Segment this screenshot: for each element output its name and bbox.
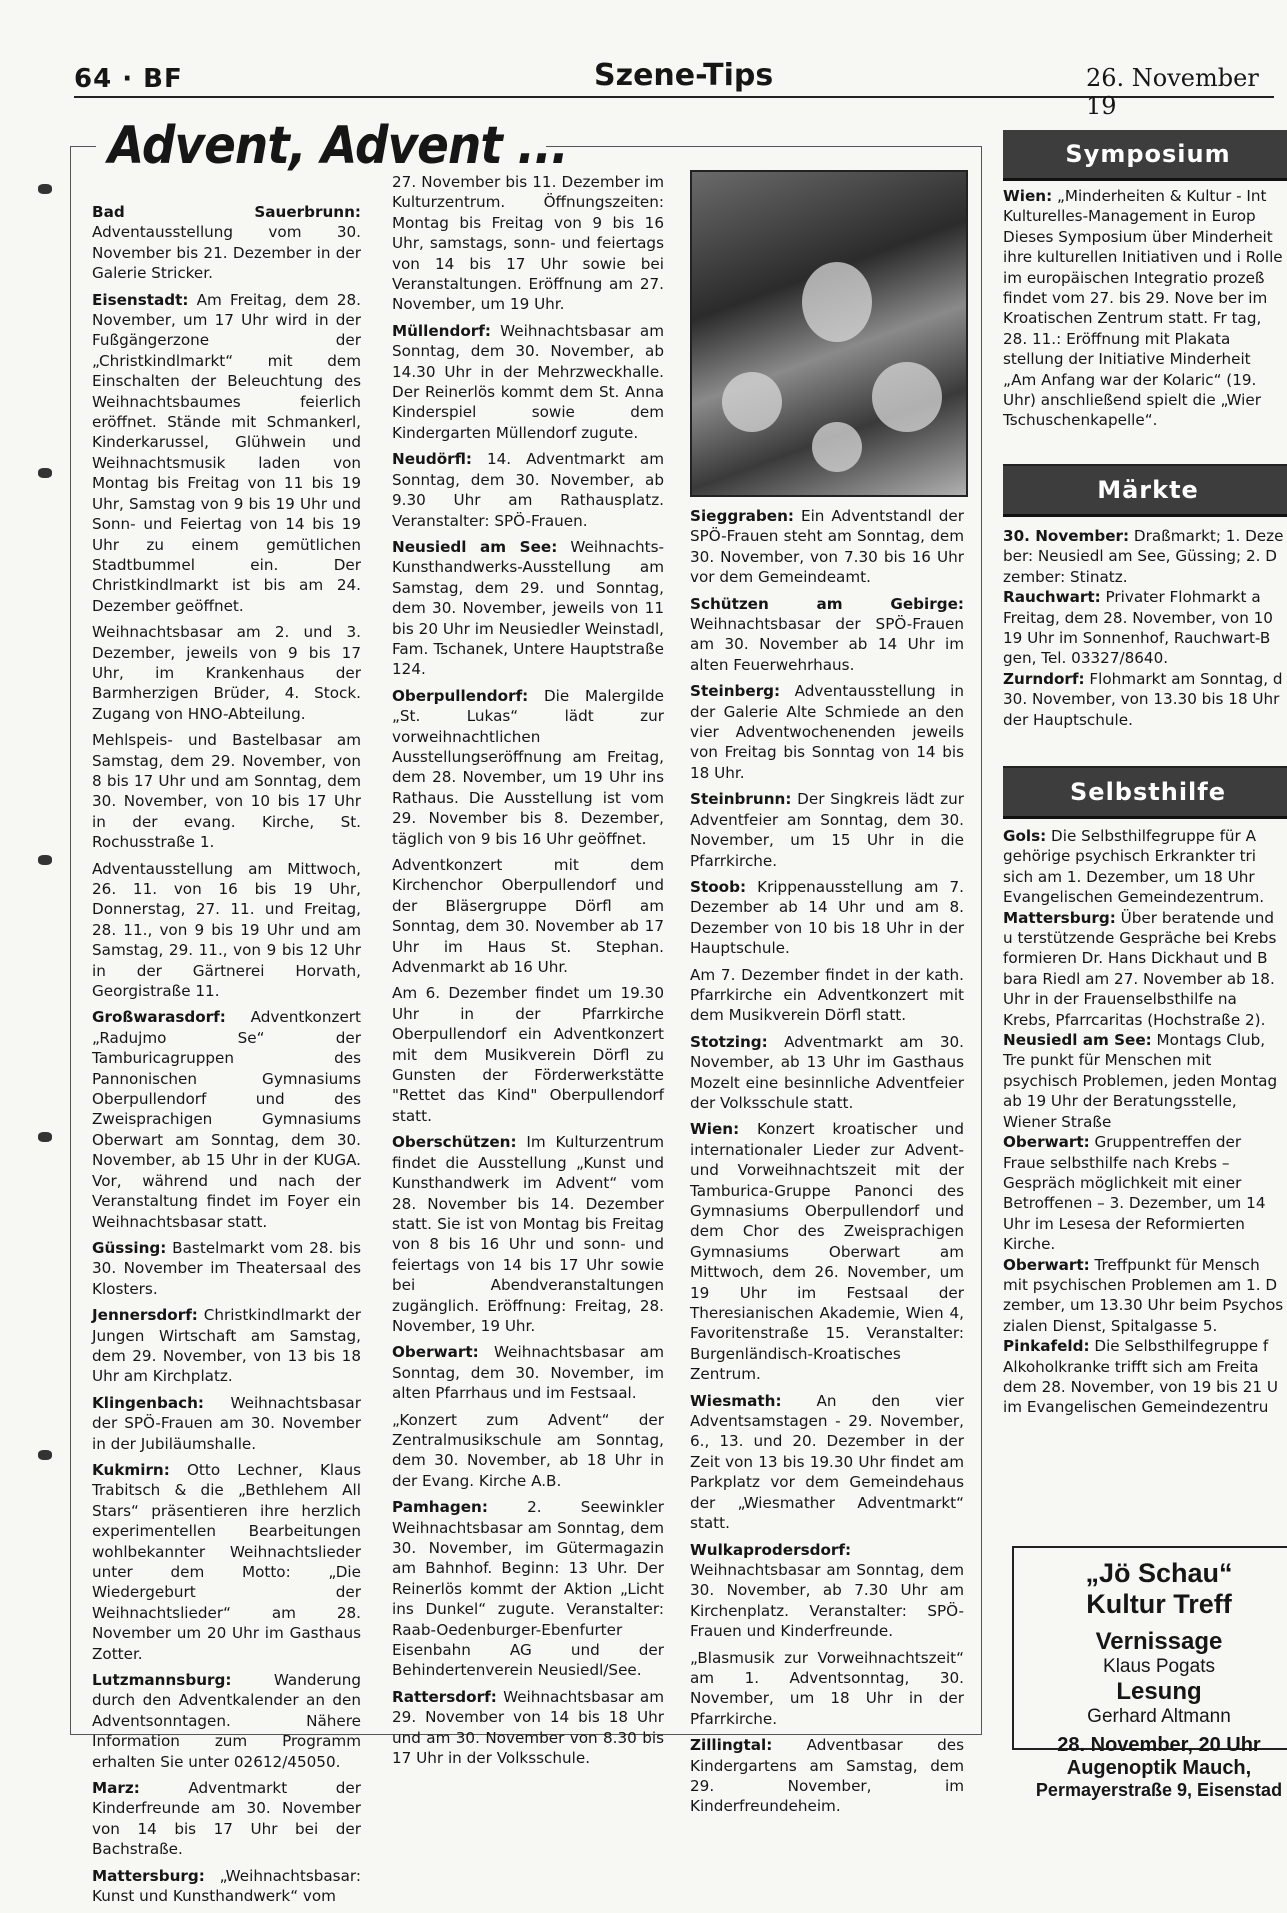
entry-place: Lutzmannsburg: xyxy=(92,1671,232,1690)
entry-text: Im Kulturzentrum findet die Ausstellung „Kunst und Kunsthandwerk im Advent“ vom 28. November bis 14. Dezember statt. Sie ist von Montag bis Freitag von 8 bis 16 Uhr und sonn- und feiertags von 14 bis 17 Uhr sowie bei Abendveranstaltungen zugänglich. Eröffnung: Freitag, 28. November, 19 Uhr. xyxy=(392,1133,664,1335)
entry-place: Großwarasdorf: xyxy=(92,1008,226,1027)
entry-text: Adventmarkt am 30. November, ab 13 Uhr im Gasthaus Mozelt eine besinnliche Adventfeier der Volksschule statt. xyxy=(690,1032,964,1112)
entry-place: Zillingtal: xyxy=(690,1736,773,1755)
entry-text: Weihnachtsbasar am 29. November von 14 bis 18 Uhr und am 30. November von 8.30 bis 17 Uhr in der Volksschule. xyxy=(392,1687,664,1768)
kultur-treff-ad xyxy=(1012,1546,1287,1800)
entry-paragraph xyxy=(92,1007,361,1231)
entry-paragraph xyxy=(392,1132,664,1336)
entry-paragraph xyxy=(1003,1336,1287,1418)
entry-place: Pamhagen: xyxy=(392,1498,488,1517)
entry-paragraph xyxy=(392,1497,664,1681)
binding-mark xyxy=(38,184,52,194)
entry-text: Konzert kroatischer und internationaler Lieder zur Advent- und Vorweihnachtszeit mit der Tamburica-Gruppe Panonci des Gymnasiums Oberpullendorf und dem Chor des Zweisprachigen Gymnasiums Oberwart am Mittwoch, dem 26. November, um 19 Uhr im Festsaal der Theresianischen Akademie, Wien 4, Favoritenstraße 15. Veranstalter: Burgenländisch-Kroatisches Zentrum. xyxy=(690,1120,964,1384)
entry-place: Mattersburg: xyxy=(1003,908,1116,927)
entry-text: Weihnachtsbasar am Sonntag, dem 30. November, ab 7.30 Uhr am Kirchenplatz. Veranstalter: SPÖ-Frauen und Kinderfreunde. xyxy=(690,1560,964,1641)
entry-text: 2. Seewinkler Weihnachtsbasar am Sonntag, dem 30. November, im Gütermagazin am Bahnhof. Beginn: 13 Uhr. Der Reinerlös kommt der Aktion „Licht ins Dunkel“ zugute. Veranstalter: Raab-Oedenburger-Ebenfurter Eisenbahn AG und der Behindertenverein Neusiedl/See. xyxy=(392,1498,664,1680)
entry-text: Krippenausstellung am 7. Dezember ab 14 Uhr und am 8. Dezember von 10 bis 18 Uhr in der Hauptschule. xyxy=(690,877,964,958)
entry-text: Adventkonzert „Radujmo Se“ der Tamburicagruppen des Pannonischen Gymnasiums Oberpullendorf und des Zweisprachigen Gymnasiums Oberwart am Sonntag, dem 30. November, ab 15 Uhr in der KUGA. Vor, während und nach der Veranstaltung findet im Foyer ein Weihnachtsbasar statt. xyxy=(92,1008,361,1231)
selbsthilfe-list xyxy=(1003,826,1287,1418)
entry-place: Mattersburg: xyxy=(92,1866,205,1885)
entry-text: „Weihnachtsbasar: Kunst und Kunsthandwerk“ vom xyxy=(92,1866,361,1906)
entry-place: Oberschützen: xyxy=(392,1133,517,1152)
entry-paragraph xyxy=(392,1410,664,1492)
entry-text: Am 6. Dezember findet um 19.30 Uhr in der Pfarrkirche Oberpullendorf ein Adventkonzert mit dem Musikverein Dörfl zu Gunsten der Förderwerkstätte "Rettet das Kind" Oberpullendorf statt. xyxy=(392,984,664,1125)
binding-mark xyxy=(38,855,52,865)
entry-paragraph xyxy=(92,1305,361,1387)
entry-paragraph xyxy=(392,321,664,443)
entry-paragraph xyxy=(392,1342,664,1403)
entry-place: Oberpullendorf: xyxy=(392,686,529,705)
entry-text: Weihnachtsbasar am Sonntag, dem 30. November, ab 14.30 Uhr in der Mehrzweckhalle. Der Reinerlös kommt dem St. Anna Kinderspiel sowie dem Kindergarten Müllendorf zugute. xyxy=(392,321,664,442)
entry-paragraph xyxy=(1003,826,1287,908)
entry-text: Am Freitag, dem 28. November, um 17 Uhr wird in der Fußgängerzone der „Christkindlmarkt“ mit dem Einschalten der Beleuchtung des Weihnachtsbaumes feierlich eröffnet. Stände mit Schmankerl, Kinderkarussel, Glühwein und Weihnachtsmusik laden von Montag bis Freitag von 11 bis 19 Uhr, Samstag von 9 bis 19 Uhr und Sonn- und Feiertag von 14 bis 19 Uhr zu einem gemütlichen Stadtbummel ein. Der Christkindlmarkt ist bis am 24. Dezember geöffnet. xyxy=(92,290,361,615)
entry-text: 14. Adventmarkt am Sonntag, dem 30. November, ab 9.30 Uhr am Rathausplatz. Veranstalter: SPÖ-Frauen. xyxy=(392,450,664,530)
entry-place: 30. November: xyxy=(1003,527,1130,545)
entry-text: Weihnachtsbasar der SPÖ-Frauen am 30. November in der Jubiläumshalle. xyxy=(92,1393,361,1453)
entry-text: Flohmarkt am Sonntag, d 30. November, von 13.30 bis 18 Uhr der Hauptschule. xyxy=(1003,669,1283,729)
entry-text: Adventmarkt der Kinderfreunde am 30. November von 14 bis 17 Uhr bei der Bachstraße. xyxy=(92,1779,361,1859)
entry-place: Wulkaprodersdorf: xyxy=(690,1540,852,1559)
entry-paragraph xyxy=(92,1778,361,1860)
ad-date: 28. November, 20 Uhr xyxy=(1057,1734,1261,1756)
entry-place: Steinberg: xyxy=(690,682,781,701)
entry-text: Treffpunkt für Mensch mit psychischen Problemen am 1. D zember, um 13.30 Uhr beim Psychos zialen Dienst, Spitalgasse 5. xyxy=(1003,1255,1284,1335)
entry-text: Privater Flohmarkt a Freitag, dem 28. November, von 10 19 Uhr im Sonnenhof, Rauchwart-B gen, Tel. 03327/8640. xyxy=(1003,588,1273,668)
entry-paragraph xyxy=(392,855,664,977)
entry-paragraph xyxy=(690,1540,964,1642)
article-column-2 xyxy=(392,172,664,1774)
entry-place: Güssing: xyxy=(92,1238,167,1257)
entry-text: Am 7. Dezember findet in der kath. Pfarrkirche ein Adventkonzert mit dem Musikverein Dörfl statt. xyxy=(690,965,964,1025)
entry-paragraph xyxy=(690,1119,964,1384)
symposium-heading: Symposium xyxy=(1003,130,1287,181)
entry-paragraph xyxy=(392,172,664,315)
entry-paragraph xyxy=(690,506,964,588)
entry-paragraph xyxy=(92,1670,361,1772)
entry-place: Wiesmath: xyxy=(690,1391,782,1410)
entry-paragraph xyxy=(1003,908,1287,1030)
entry-place: Wien: xyxy=(1003,187,1053,205)
entry-place: Oberwart: xyxy=(1003,1133,1090,1152)
entry-place: Gols: xyxy=(1003,827,1047,845)
entry-text: Der Singkreis lädt zur Adventfeier am Sonntag, dem 30. November, um 15 Uhr in die Pfarrkirche. xyxy=(690,790,964,870)
entry-text: „Konzert zum Advent“ der Zentralmusikschule am Sonntag, dem 30. November, ab 18 Uhr in der Evang. Kirche A.B. xyxy=(392,1410,664,1490)
entry-text: Adventausstellung am Mittwoch, 26. 11. von 16 bis 19 Uhr, Donnerstag, 27. 11. und Freitag, 28. 11., von 9 bis 19 Uhr und am Samstag, 29. 11., von 9 bis 12 Uhr in der Gärtnerei Horvath, Georgistraße 11. xyxy=(92,859,361,1001)
page-number: 64 · BF xyxy=(74,64,183,94)
entry-paragraph xyxy=(92,1238,361,1299)
entry-text: Otto Lechner, Klaus Trabitsch & die „Bethlehem All Stars“ präsentieren ihre herzlich experimentellen Bearbeitungen wohlbekannter Weihnachtslieder unter dem Motto: „Die Wiedergeburt der Weihnachtslieder“ am 28. November um 20 Uhr im Gasthaus Zotter. xyxy=(92,1460,361,1663)
article-column-3 xyxy=(690,506,964,1823)
photo-highlight xyxy=(812,422,862,472)
entry-paragraph xyxy=(392,449,664,531)
entry-paragraph xyxy=(690,1391,964,1534)
entry-paragraph xyxy=(690,1032,964,1114)
ad-artist-1: Klaus Pogats xyxy=(1103,1656,1215,1677)
entry-paragraph xyxy=(690,877,964,959)
entry-place: Jennersdorf: xyxy=(92,1306,198,1325)
entry-paragraph xyxy=(92,622,361,724)
entry-text: 27. November bis 11. Dezember im Kulturzentrum. Öffnungszeiten: Montag bis Freitag von 9 bis 16 Uhr, samstags, sonn- und feiertags von 14 bis 17 Uhr sowie bei Veranstaltungen. Eröffnung am 27. November, um 19 Uhr. xyxy=(392,173,664,314)
entry-text: An den vier Adventsamstagen - 29. November, 6., 13. und 20. Dezember in der Zeit von 13 bis 19.30 Uhr findet am Parkplatz vor dem Gemeindehaus der „Wiesmather Adventmarkt“ statt. xyxy=(690,1391,964,1533)
selbsthilfe-heading: Selbsthilfe xyxy=(1003,768,1287,819)
maerkte-heading: Märkte xyxy=(1003,466,1287,517)
entry-place: Steinbrunn: xyxy=(690,790,792,809)
entry-paragraph xyxy=(690,681,964,783)
entry-place: Klingenbach: xyxy=(92,1393,204,1412)
entry-text: Weihnachtsbasar am 2. und 3. Dezember, jeweils von 9 bis 17 Uhr, im Krankenhaus der Barmherzigen Brüder, 4. Stock. Zugang von HNO-Abteilung. xyxy=(92,623,361,723)
entry-place: Stoob: xyxy=(690,877,747,896)
entry-text: Weihnachtsbasar der SPÖ-Frauen am 30. November ab 14 Uhr im alten Feuerwehrhaus. xyxy=(690,615,964,674)
entry-text: Ein Adventstandl der SPÖ-Frauen steht am Sonntag, dem 30. November, von 7.30 bis 16 Uhr vor dem Gemeindeamt. xyxy=(690,507,964,587)
entry-text: Adventausstellung vom 30. November bis 21. Dezember in der Galerie Stricker. xyxy=(92,223,361,283)
entry-text: „Blasmusik zur Vorweihnachtszeit“ am 1. Adventsonntag, 30. November, um 18 Uhr in der Pfarrkirche. xyxy=(690,1648,964,1728)
entry-paragraph xyxy=(1003,1030,1287,1132)
binding-mark xyxy=(38,1450,52,1460)
issue-date: 26. November 19 xyxy=(1086,64,1259,120)
entry-place: Stotzing: xyxy=(690,1032,768,1051)
entry-paragraph xyxy=(1003,186,1287,431)
entry-text: Weihnachtsbasar am Sonntag, dem 30. November, im alten Pfarrhaus und im Festsaal. xyxy=(392,1343,664,1403)
maerkte-list xyxy=(1003,526,1287,730)
entry-place: Zurndorf: xyxy=(1003,669,1085,688)
entry-text: Adventausstellung in der Galerie Alte Schmiede an den vier Adventwochenenden jeweils von Freitag bis Sonntag von 14 bis 18 Uhr. xyxy=(690,682,964,782)
entry-paragraph xyxy=(92,1393,361,1454)
ad-address: Permayerstraße 9, Eisenstad xyxy=(1035,1780,1283,1800)
entry-paragraph xyxy=(392,983,664,1126)
entry-paragraph xyxy=(392,537,664,680)
entry-place: Neusiedl am See: xyxy=(392,537,558,556)
entry-place: Pinkafeld: xyxy=(1003,1337,1090,1356)
photo-highlight xyxy=(872,362,942,432)
entry-text: Wanderung durch den Adventkalender an den Adventsonntagen. Nähere Information zum Programm erhalten Sie unter 02612/45050. xyxy=(92,1671,361,1771)
entry-place: Rauchwart: xyxy=(1003,588,1101,607)
entry-text: Adventbasar des Kindergartens am Samstag, dem 29. November, im Kinderfreundeheim. xyxy=(690,1736,964,1816)
entry-paragraph xyxy=(1003,669,1287,730)
symposium-list xyxy=(1003,186,1287,431)
entry-paragraph xyxy=(92,202,361,284)
ad-event-2: Lesung xyxy=(1116,1678,1202,1705)
entry-paragraph xyxy=(1003,587,1287,669)
entry-place: Oberwart: xyxy=(1003,1255,1090,1274)
entry-paragraph xyxy=(690,1648,964,1730)
entry-place: Oberwart: xyxy=(392,1343,479,1362)
photo-highlight xyxy=(802,262,872,342)
entry-text: Über beratende und u terstützende Gespräche bei Krebs formieren Dr. Hans Dickhaut und B bara Riedl am 27. November ab 18. Uhr in der Frauenselbsthilfe na Krebs, Pfarrcaritas (Hochstraße 2). xyxy=(1003,908,1277,1029)
ad-name-2: Kultur Treff xyxy=(1086,1589,1232,1619)
entry-paragraph xyxy=(92,290,361,617)
entry-text: Mehlspeis- und Bastelbasar am Samstag, dem 29. November, von 8 bis 17 Uhr und am Sonntag, dem 30. November, von 10 bis 17 Uhr in der evang. Kirche, St. Rochusstraße 1. xyxy=(92,731,361,852)
entry-place: Marz: xyxy=(92,1779,140,1798)
photo-highlight xyxy=(722,372,782,432)
entry-paragraph xyxy=(1003,1132,1287,1254)
entry-text: Draßmarkt; 1. Deze ber: Neusiedl am See, Güssing; 2. D zember: Stinatz. xyxy=(1003,527,1284,586)
entry-text: Gruppentreffen der Fraue selbsthilfe nach Krebs – Gespräch möglichkeit mit einer Betroffenen – 3. Dezember, um 14 Uhr im Lesesa der Reformierten Kirche. xyxy=(1003,1133,1266,1254)
entry-paragraph xyxy=(392,686,664,849)
entry-text: Die Malergilde „St. Lukas“ lädt zur vorweihnachtlichen Ausstellungseröffnung am Freitag, dem 28. November, um 19 Uhr ins Rathaus. Die Ausstellung ist vom 29. November bis 8. Dezember, täglich von 9 bis 16 Uhr geöffnet. xyxy=(392,686,664,848)
section-title: Szene-Tips xyxy=(594,58,774,93)
entry-place: Neusiedl am See: xyxy=(1003,1031,1152,1050)
entry-paragraph xyxy=(690,789,964,871)
santa-photo xyxy=(690,170,968,497)
entry-paragraph xyxy=(92,859,361,1002)
entry-text: Bastelmarkt vom 28. bis 30. November im Theatersaal des Klosters. xyxy=(92,1238,361,1298)
entry-text: Die Selbsthilfegruppe für A gehörige psychisch Erkrankter tri sich am 1. Dezember, um 18 Uhr Evangelischen Gemeindezentrum. xyxy=(1003,827,1265,907)
entry-text: Die Selbsthilfegruppe f Alkoholkranke trifft sich am Freita dem 28. November, von 19 bis 21 U im Evangelischen Gemeindezentru xyxy=(1003,1337,1279,1417)
entry-paragraph xyxy=(690,594,964,676)
entry-place: Sieggraben: xyxy=(690,507,794,525)
entry-paragraph xyxy=(92,730,361,852)
entry-place: Wien: xyxy=(690,1120,740,1139)
entry-place: Bad Sauerbrunn: xyxy=(92,203,361,221)
entry-paragraph xyxy=(92,1866,361,1907)
binding-mark xyxy=(38,1132,52,1142)
ad-event-1: Vernissage xyxy=(1095,1628,1223,1655)
entry-paragraph xyxy=(92,1460,361,1664)
ad-name: „Jö Schau“ xyxy=(1085,1558,1233,1588)
entry-place: Eisenstadt: xyxy=(92,290,189,309)
entry-place: Rattersdorf: xyxy=(392,1687,497,1706)
entry-paragraph xyxy=(392,1687,664,1769)
article-title: Advent, Advent ... xyxy=(108,116,568,176)
entry-text: Montags Club, Tre punkt für Menschen mit psychisch Problemen, jeden Montag ab 19 Uhr der Beratungsstelle, Wiener Straße xyxy=(1003,1031,1278,1131)
entry-place: Kukmirn: xyxy=(92,1460,170,1479)
entry-place: Müllendorf: xyxy=(392,321,491,340)
page-header xyxy=(74,56,1274,120)
ad-venue: Augenoptik Mauch, xyxy=(1066,1757,1252,1779)
entry-text: Adventkonzert mit dem Kirchenchor Oberpullendorf und der Bläsergruppe Dörfl am Sonntag, dem 30. November ab 17 Uhr im Haus St. Stephan. Advenmarkt ab 16 Uhr. xyxy=(392,856,664,977)
entry-paragraph xyxy=(1003,526,1287,587)
entry-text: Weihnachts-Kunsthandwerks-Ausstellung am Samstag, dem 29. und Sonntag, dem 30. November, jeweils von 11 bis 20 Uhr im Neusiedler Weinstadl, Fam. Tschanek, Untere Hauptstraße 124. xyxy=(392,537,664,679)
entry-paragraph xyxy=(1003,1255,1287,1337)
entry-place: Schützen am Gebirge: xyxy=(690,594,964,613)
binding-mark xyxy=(38,468,52,478)
entry-place: Neudörfl: xyxy=(392,450,472,469)
ad-artist-2: Gerhard Altmann xyxy=(1087,1706,1231,1727)
article-column-1 xyxy=(92,202,361,1913)
entry-text: „Minderheiten & Kultur - Int Kulturelles-Management in Europ Dieses Symposium über Minderheit ihre kulturellen Initiativen und i Rolle im europäischen Integratio prozeß findet vom 27. bis 29. Nove ber im Kroatischen Zentrum statt. Fr tag, 28. 11.: Eröffnung mit Plakata stellung der Initiative Minderheit „Am Anfang war der Kolaric“ (19. Uhr) anschließend spielt die „Wier Tschuschenkapelle“. xyxy=(1003,187,1283,430)
entry-text: Christkindlmarkt der Jungen Wirtschaft am Samstag, dem 29. November, von 13 bis 18 Uhr am Kirchplatz. xyxy=(92,1306,361,1386)
entry-paragraph xyxy=(690,965,964,1026)
entry-paragraph xyxy=(690,1735,964,1817)
